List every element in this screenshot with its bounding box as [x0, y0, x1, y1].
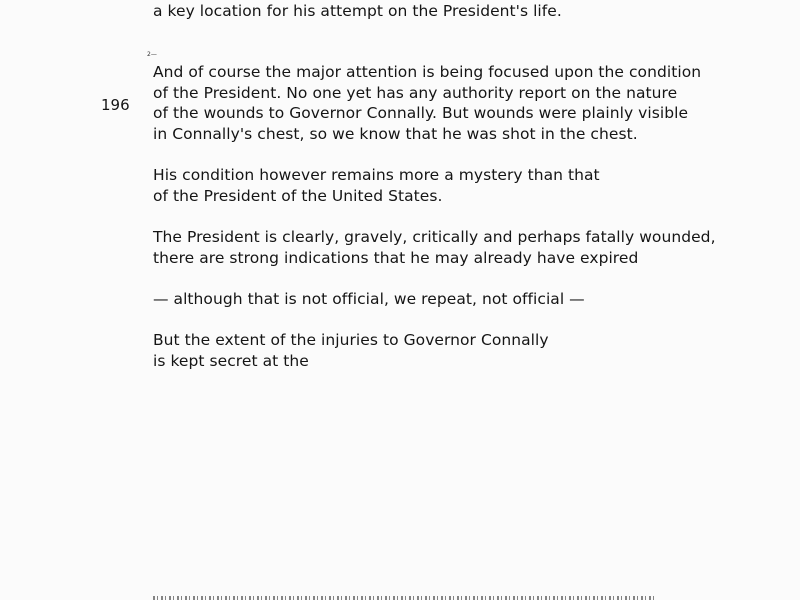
- page-number: 196: [101, 96, 130, 114]
- text-line: a key location for his attempt on the President's life.: [153, 2, 562, 20]
- text-line: of the wounds to Governor Connally. But wounds were plainly visible: [153, 104, 689, 122]
- text-line: of the President of the United States.: [153, 187, 443, 205]
- text-line: of the President. No one yet has any authority report on the nature: [153, 84, 678, 102]
- text-line: The President is clearly, gravely, critically and perhaps fatally wounded,: [153, 228, 716, 246]
- line-marker: 2—: [147, 51, 157, 58]
- cut-off-text-strip: [153, 596, 657, 600]
- text-line: there are strong indications that he may already have expired: [153, 249, 639, 267]
- text-line: — although that is not official, we repeat, not official —: [153, 290, 585, 308]
- text-line: And of course the major attention is being focused upon the condition: [153, 63, 702, 81]
- text-line: But the extent of the injuries to Governor Connally: [153, 331, 549, 349]
- text-line: His condition however remains more a mystery than that: [153, 166, 600, 184]
- text-line: is kept secret at the: [153, 352, 309, 370]
- text-line: in Connally's chest, so we know that he was shot in the chest.: [153, 125, 638, 143]
